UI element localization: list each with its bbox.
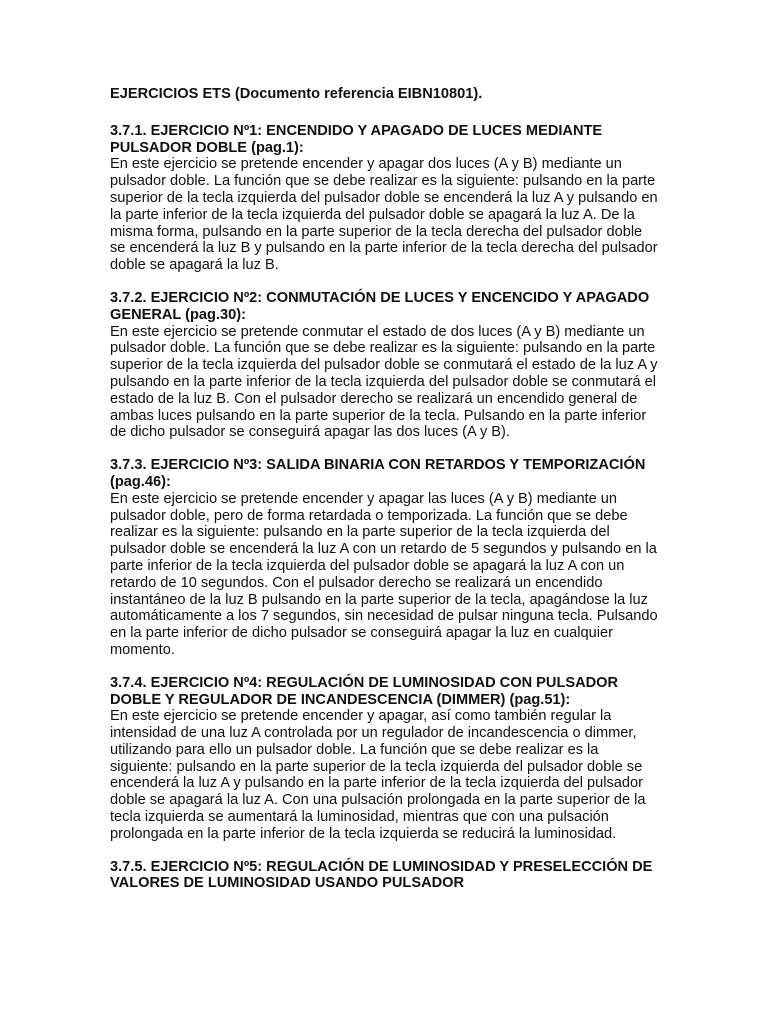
- section-exercise-1: [110, 123, 658, 274]
- section-body: En este ejercicio se pretende encender y apagar las luces (A y B) mediante un pulsador doble, pero de forma retardada o temporizada. La función que se debe realizar es la siguiente: pulsando en la parte superior de la tecla izquierda del pulsador doble se encenderá la luz A con un retardo de 5 segundos y pulsando en la parte inferior de la tecla izquierda del pulsador doble se apagará la luz A con un retardo de 10 segundos. Con el pulsador derecho se realizará un encendido instantáneo de la luz B pulsando en la parte superior de la tecla, apagándose la luz automáticamente a los 7 segundos, sin necesidad de pulsar ninguna tecla. Pulsando en la parte inferior de dicho pulsador se conseguirá apagar la luz en cualquier momento.: [110, 490, 658, 658]
- section-exercise-3: [110, 457, 658, 659]
- section-heading: 3.7.4. EJERCICIO Nº4: REGULACIÓN DE LUMINOSIDAD CON PULSADOR DOBLE Y REGULADOR DE INCANDESCENCIA (DIMMER) (pag.51):: [110, 674, 619, 708]
- section-heading: 3.7.5. EJERCICIO Nº5: REGULACIÓN DE LUMINOSIDAD Y PRESELECCIÓN DE VALORES DE LUMINOSIDAD USANDO PULSADOR: [110, 858, 653, 892]
- section-body: En este ejercicio se pretende encender y apagar, así como también regular la intensidad de una luz A controlada por un regulador de incandescencia o dimmer, utilizando para ello un pulsador doble. La función que se debe realizar es la siguiente: pulsando en la parte superior de la tecla izquierda del pulsador doble se encenderá la luz A y pulsando en la parte inferior de la tecla izquierda del pulsador doble se apagará la luz A. Con una pulsación prolongada en la parte superior de la tecla izquierda se aumentará la luminosidad, mientras que con una pulsación prolongada en la parte inferior de la tecla izquierda se reducirá la luminosidad.: [110, 708, 646, 842]
- section-heading: 3.7.2. EJERCICIO Nº2: CONMUTACIÓN DE LUCES Y ENCENCIDO Y APAGADO GENERAL (pag.30):: [110, 289, 650, 323]
- section-body: En este ejercicio se pretende conmutar el estado de dos luces (A y B) mediante un pulsador doble. La función que se debe realizar es la siguiente: pulsando en la parte superior de la tecla izquierda del pulsador doble se conmutará el estado de la luz A y pulsando en la parte inferior de la tecla izquierda del pulsador doble se conmutará el estado de la luz B. Con el pulsador derecho se realizará un encendido general de ambas luces pulsando en la parte superior de la tecla. Pulsando en la parte inferior de dicho pulsador se conseguirá apagar las dos luces (A y B).: [110, 323, 658, 441]
- section-exercise-4: [110, 675, 658, 843]
- section-exercise-2: [110, 290, 658, 441]
- document-title: EJERCICIOS ETS (Documento referencia EIBN10801).: [110, 86, 483, 102]
- document-page: [110, 86, 658, 908]
- section-body: En este ejercicio se pretende encender y apagar dos luces (A y B) mediante un pulsador doble. La función que se debe realizar es la siguiente: pulsando en la parte superior de la tecla izquierda del pulsador doble se encenderá la luz A y pulsando en la parte inferior de la tecla izquierda del pulsador doble se apagará la luz A. De la misma forma, pulsando en la parte superior de la tecla derecha del pulsador doble se encenderá la luz B y pulsando en la parte inferior de la tecla derecha del pulsador doble se apagará la luz B.: [110, 156, 658, 274]
- section-exercise-5: [110, 859, 658, 893]
- section-heading: 3.7.3. EJERCICIO Nº3: SALIDA BINARIA CON RETARDOS Y TEMPORIZACIÓN (pag.46):: [110, 457, 646, 490]
- section-heading: 3.7.1. EJERCICIO Nº1: ENCENDIDO Y APAGADO DE LUCES MEDIANTE PULSADOR DOBLE (pag.1):: [110, 122, 603, 156]
